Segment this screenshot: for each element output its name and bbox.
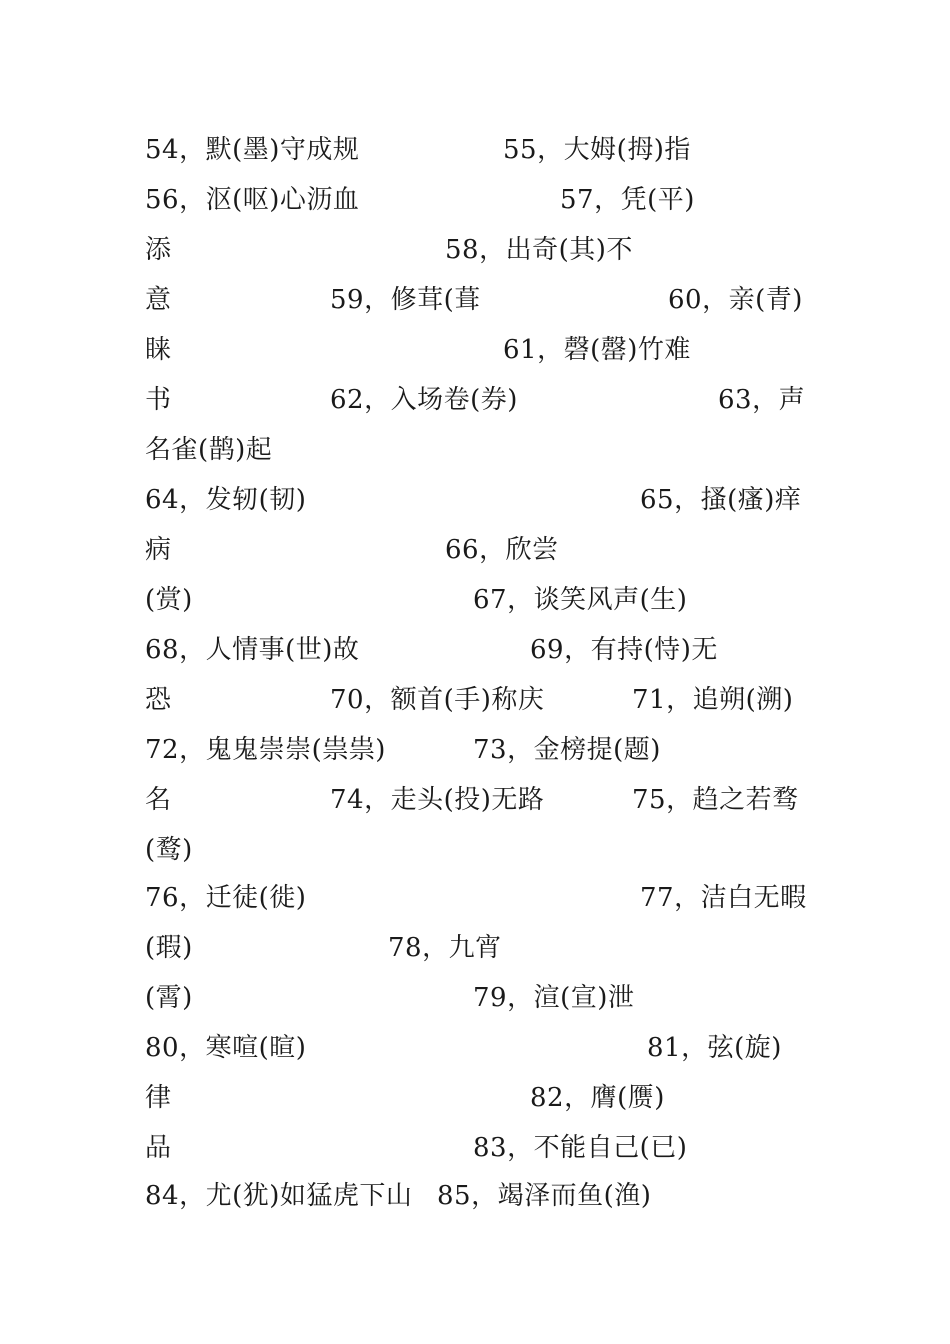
idiom-entry-56: 56，沤(呕)心沥血 xyxy=(145,185,360,215)
idiom-entry-58-cont: 意 xyxy=(145,285,172,315)
idiom-entry-83: 83，不能自己(已) xyxy=(473,1133,688,1163)
text-line-13 xyxy=(0,730,950,770)
idiom-entry-75: 75，趋之若骛 xyxy=(632,785,799,815)
text-line-8 xyxy=(0,480,950,520)
idiom-entry-80: 80，寒喧(暄) xyxy=(145,1033,307,1063)
idiom-entry-84: 84，尤(犹)如猛虎下山 xyxy=(145,1181,413,1211)
text-line-9 xyxy=(0,530,950,570)
idiom-entry-81: 81，弦(旋) xyxy=(647,1033,782,1063)
text-line-20 xyxy=(0,1078,950,1118)
text-line-19 xyxy=(0,1028,950,1068)
idiom-entry-57-cont: 添 xyxy=(145,235,172,265)
idiom-entry-59: 59，修茸(葺 xyxy=(330,285,481,315)
idiom-entry-63-cont: 名雀(鹊)起 xyxy=(145,435,273,465)
idiom-entry-74: 74，走头(投)无路 xyxy=(330,785,545,815)
text-line-5 xyxy=(0,330,950,370)
idiom-entry-58: 58，出奇(其)不 xyxy=(445,235,633,265)
idiom-entry-77: 77，洁白无暇 xyxy=(640,883,807,913)
idiom-entry-63: 63，声 xyxy=(718,385,806,415)
idiom-entry-54: 54，默(墨)守成规 xyxy=(145,135,360,165)
idiom-entry-72: 72，鬼鬼崇崇(祟祟) xyxy=(145,735,386,765)
idiom-entry-68: 68，人情事(世)故 xyxy=(145,635,360,665)
text-line-16 xyxy=(0,878,950,918)
idiom-entry-78: 78，九宵 xyxy=(388,933,502,963)
text-line-7 xyxy=(0,430,950,470)
idiom-entry-62: 62，入场卷(券) xyxy=(330,385,518,415)
text-line-12 xyxy=(0,680,950,720)
text-line-6 xyxy=(0,380,950,420)
text-line-1 xyxy=(0,130,950,170)
idiom-entry-82: 82，膺(赝) xyxy=(530,1083,665,1113)
idiom-entry-82-cont: 品 xyxy=(145,1133,172,1163)
idiom-entry-70: 70，额首(手)称庆 xyxy=(330,685,545,715)
text-line-17 xyxy=(0,928,950,968)
text-line-15 xyxy=(0,830,950,870)
idiom-entry-66: 66，欣尝 xyxy=(445,535,559,565)
idiom-entry-81-cont: 律 xyxy=(145,1083,172,1113)
idiom-entry-75-cont: (鹜) xyxy=(145,835,193,865)
text-line-4 xyxy=(0,280,950,320)
idiom-entry-61: 61，磬(罄)竹难 xyxy=(503,335,691,365)
idiom-entry-71: 71，追朔(溯) xyxy=(632,685,794,715)
idiom-entry-65: 65，搔(瘙)痒 xyxy=(640,485,802,515)
idiom-entry-69-cont: 恐 xyxy=(145,685,172,715)
text-line-22 xyxy=(0,1176,950,1216)
idiom-entry-60-cont: 睐 xyxy=(145,335,172,365)
idiom-entry-73-cont: 名 xyxy=(145,785,172,815)
idiom-entry-79: 79，渲(宣)泄 xyxy=(473,983,635,1013)
idiom-entry-55: 55，大姆(拇)指 xyxy=(503,135,691,165)
idiom-entry-85: 85，竭泽而鱼(渔) xyxy=(437,1181,652,1211)
text-line-11 xyxy=(0,630,950,670)
idiom-entry-66-cont: (赏) xyxy=(145,585,193,615)
idiom-entry-64: 64，发轫(韧) xyxy=(145,485,307,515)
idiom-entry-69: 69，有持(恃)无 xyxy=(530,635,718,665)
text-line-18 xyxy=(0,978,950,1018)
idiom-entry-73: 73，金榜提(题) xyxy=(473,735,661,765)
idiom-entry-67: 67，谈笑风声(生) xyxy=(473,585,688,615)
text-line-21 xyxy=(0,1128,950,1168)
idiom-entry-76: 76，迁徒(徙) xyxy=(145,883,307,913)
idiom-entry-57: 57，凭(平) xyxy=(560,185,695,215)
idiom-entry-78-cont: (霄) xyxy=(145,983,193,1013)
text-line-10 xyxy=(0,580,950,620)
text-line-3 xyxy=(0,230,950,270)
text-line-2 xyxy=(0,180,950,220)
idiom-entry-60: 60，亲(青) xyxy=(668,285,803,315)
idiom-entry-77-cont: (瑕) xyxy=(145,933,193,963)
idiom-entry-65-cont: 病 xyxy=(145,535,172,565)
idiom-entry-61-cont: 书 xyxy=(145,385,172,415)
text-line-14 xyxy=(0,780,950,820)
